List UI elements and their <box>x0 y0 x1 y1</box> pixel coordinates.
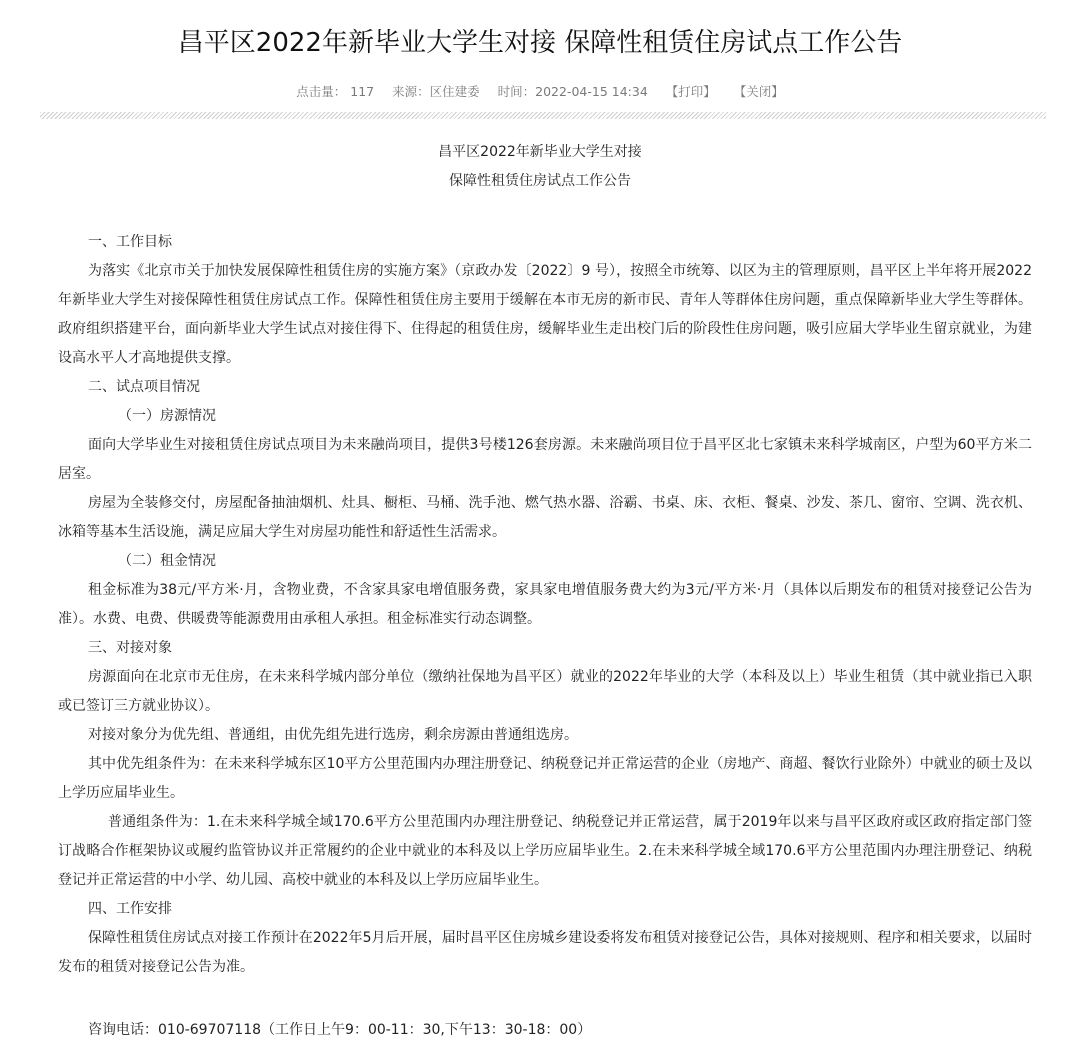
source: 来源：区住建委 <box>392 84 480 99</box>
paragraph: 对接对象分为优先组、普通组，由优先组先进行选房，剩余房源由普通组选房。 <box>88 727 578 743</box>
doc-subtitle-line2: 保障性租赁住房试点工作公告 <box>449 173 631 189</box>
paragraph: 普通组条件为：1.在未来科学城全域170.6平方公里范围内办理注册登记、纳税登记并正常运营，属于2019年以来与昌平区政府或区政府指定部门签订战略合作框架协议或履约监管协议并正常履约的企业中就业的本科及以上学历应届毕业生。2.在未来科学城全域170.6平方公里范围内办理注册登记、纳税登记并正常运营的中小学、幼儿园、高校中就业的本科及以上学历应届毕业生。 <box>58 814 1032 888</box>
section-heading: 二、试点项目情况 <box>88 379 200 395</box>
paragraph: 房屋为全装修交付，房屋配备抽油烟机、灶具、橱柜、马桶、洗手池、燃气热水器、浴霸、书桌、床、衣柜、餐桌、沙发、茶几、窗帘、空调、洗衣机、冰箱等基本生活设施，满足应届大学生对房屋功能性和舒适性生活需求。 <box>58 495 1032 540</box>
page-title: 昌平区2022年新毕业大学生对接 保障性租赁住房试点工作公告 <box>177 28 903 58</box>
subsection-heading: （一）房源情况 <box>118 408 216 424</box>
section-heading: 一、工作目标 <box>88 234 172 250</box>
subsection-heading: （二）租金情况 <box>118 553 216 569</box>
paragraph: 保障性租赁住房试点对接工作预计在2022年5月后开展，届时昌平区住房城乡建设委将发布租赁对接登记公告，具体对接规则、程序和相关要求，以届时发布的租赁对接登记公告为准。 <box>58 930 1032 975</box>
paragraph: 房源面向在北京市无住房，在未来科学城内部分单位（缴纳社保地为昌平区）就业的2022年毕业的大学（本科及以上）毕业生租赁（其中就业指已入职或已签订三方就业协议）。 <box>58 669 1032 714</box>
contact-phone: 咨询电话：010-69707118（工作日上午9：00-11：30,下午13：30-18：00） <box>88 1022 592 1038</box>
paragraph: 租金标准为38元/平方米·月，含物业费，不含家具家电增值服务费，家具家电增值服务费大约为3元/平方米·月（具体以后期发布的租赁对接登记公告为准）。水费、电费、供暖费等能源费用由承租人承担。租金标准实行动态调整。 <box>58 582 1032 627</box>
doc-subtitle-line1: 昌平区2022年新毕业大学生对接 <box>438 144 642 160</box>
section-heading: 三、对接对象 <box>88 640 172 656</box>
paragraph: 面向大学毕业生对接租赁住房试点项目为未来融尚项目，提供3号楼126套房源。未来融尚项目位于昌平区北七家镇未来科学城南区，户型为60平方米二居室。 <box>58 437 1032 482</box>
close-link[interactable]: 【关闭】 <box>733 84 784 99</box>
paragraph: 其中优先组条件为：在未来科学城东区10平方公里范围内办理注册登记、纳税登记并正常运营的企业（房地产、商超、餐饮行业除外）中就业的硕士及以上学历应届毕业生。 <box>58 756 1032 801</box>
section-heading: 四、工作安排 <box>88 901 172 917</box>
article-body <box>58 228 1032 982</box>
print-link[interactable]: 【打印】 <box>665 84 716 99</box>
divider <box>40 112 1046 119</box>
click-count: 点击量： 117 <box>296 84 375 99</box>
publish-time: 时间：2022-04-15 14:34 <box>497 84 648 99</box>
article-meta <box>0 83 1080 101</box>
paragraph: 为落实《北京市关于加快发展保障性租赁住房的实施方案》（京政办发〔2022〕9 号），按照全市统筹、以区为主的管理原则，昌平区上半年将开展2022年新毕业大学生对接保障性租赁住房试点工作。保障性租赁住房主要用于缓解在本市无房的新市民、青年人等群体住房问题，重点保障新毕业大学生等群体。政府组织搭建平台，面向新毕业大学生试点对接住得下、住得起的租赁住房，缓解毕业生走出校门后的阶段性住房问题，吸引应届大学毕业生留京就业，为建设高水平人才高地提供支撑。 <box>58 263 1032 366</box>
